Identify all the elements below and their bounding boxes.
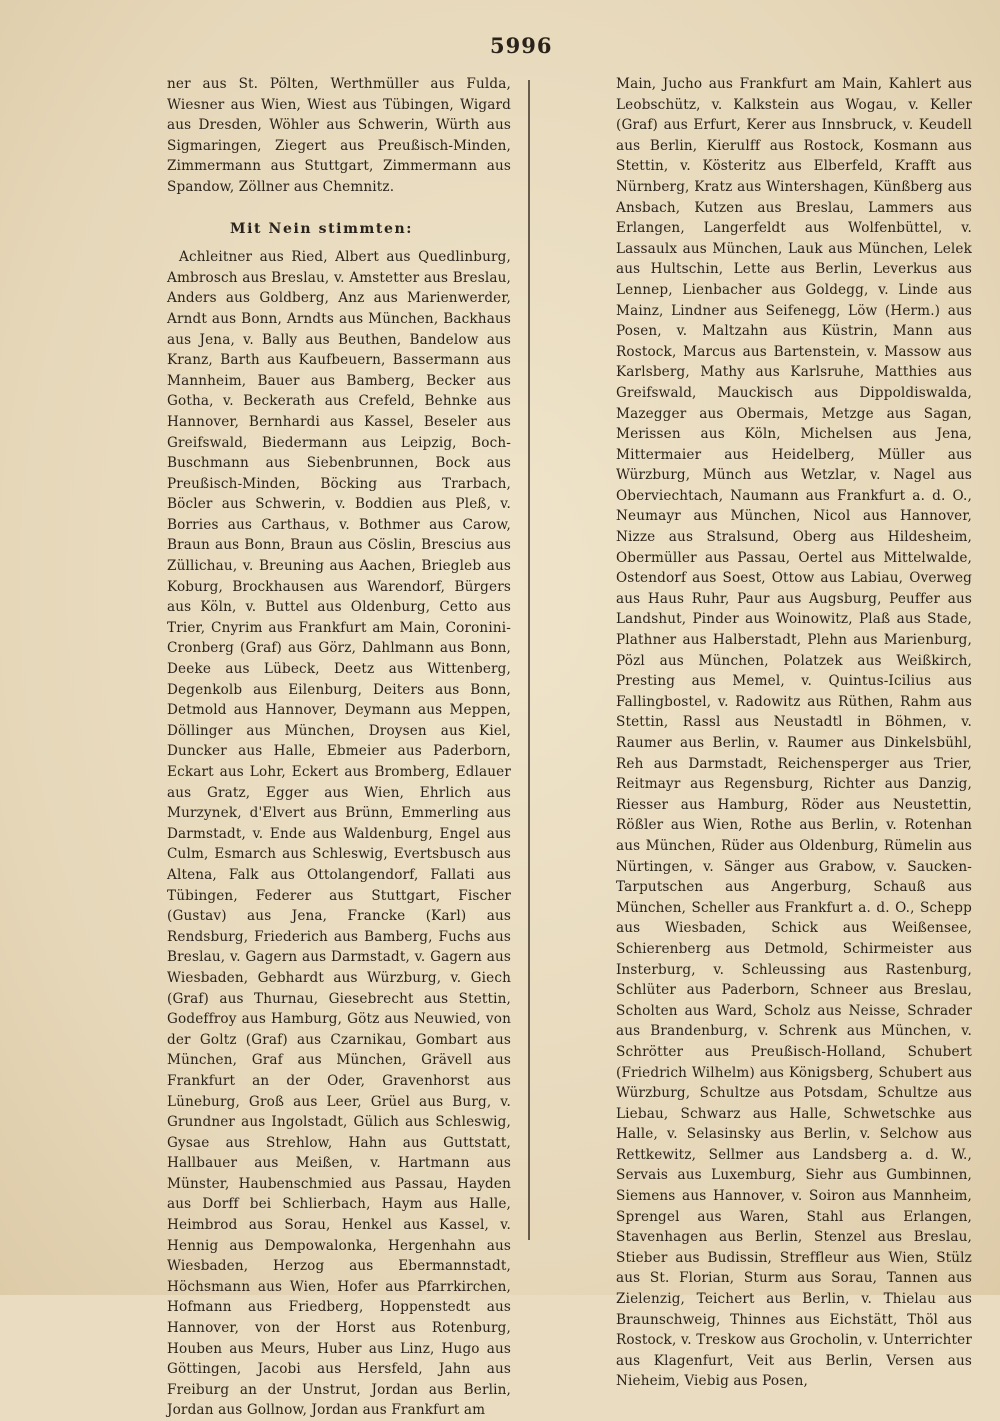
section-heading-nein: Mit Nein stimmten: — [230, 220, 414, 237]
left-column-intro-paragraph: ner aus St. Pölten, Werthmüller aus Fulda, Wiesner aus Wien, Wiest aus Tübingen, Wigard aus Dresden, Wöhler aus Schwerin, Würth aus Sigmaringen, Ziegert aus Preußisch-Minden, Zimmermann aus Stuttgart, Zimmermann aus Spandow, Zöllner aus Chemnitz. — [167, 76, 511, 195]
left-column — [167, 74, 511, 1421]
column-divider — [528, 80, 530, 1240]
right-column — [616, 74, 972, 1392]
right-column-paragraph: Main, Jucho aus Frankfurt am Main, Kahlert aus Leobschütz, v. Kalkstein aus Wogau, v. Keller (Graf) aus Erfurt, Kerer aus Innsbruck, v. Keudell aus Berlin, Kierulff aus Rostock, Kosmann aus Stettin, v. Kösteritz aus Elberfeld, Krafft aus Nürnberg, Kratz aus Wintershagen, Künßberg aus Ansbach, Kutzen aus Breslau, Lammers aus Erlangen, Langerfeldt aus Wolfenbüttel, v. Lassaulx aus München, Lauk aus München, Lelek aus Hultschin, Lette aus Berlin, Leverkus aus Lennep, Lienbacher aus Goldegg, v. Linde aus Mainz, Lindner aus Seifenegg, Löw (Herm.) aus Posen, v. Maltzahn aus Küstrin, Mann aus Rostock, Marcus aus Bartenstein, v. Massow aus Karlsberg, Mathy aus Karlsruhe, Matthies aus Greifswald, Mauckisch aus Dippoldiswalda, Mazegger aus Obermais, Metzge aus Sagan, Merissen aus Köln, Michelsen aus Jena, Mittermaier aus Heidelberg, Müller aus Würzburg, Münch aus Wetzlar, v. Nagel aus Oberviechtach, Naumann aus Frankfurt a. d. O., Neumayr aus München, Nicol aus Hannover, Nizze aus Stralsund, Oberg aus Hildesheim, Obermüller aus Passau, Oertel aus Mittelwalde, Ostendorf aus Soest, Ottow aus Labiau, Overweg aus Haus Ruhr, Paur aus Augsburg, Peuffer aus Landshut, Pinder aus Woinowitz, Plaß aus Stade, Plathner aus Halberstadt, Plehn aus Marienburg, Pözl aus München, Polatzek aus Weißkirch, Presting aus Memel, v. Quintus-Icilius aus Fallingbostel, v. Radowitz aus Rüthen, Rahm aus Stettin, Rassl aus Neustadtl in Böhmen, v. Raumer aus Berlin, v. Raumer aus Dinkelsbühl, Reh aus Darmstadt, Reichensperger aus Trier, Reitmayr aus Regensburg, Richter aus Danzig, Riesser aus Hamburg, Röder aus Neustettin, Rößler aus Wien, Rothe aus Berlin, v. Rotenhan aus München, Rüder aus Oldenburg, Rümelin aus Nürtingen, v. Sänger aus Grabow, v. Saucken-Tarputschen aus Angerburg, Schauß aus München, Scheller aus Frankfurt a. d. O., Schepp aus Wiesbaden, Schick aus Weißensee, Schierenberg aus Detmold, Schirmeister aus Insterburg, v. Schleussing aus Rastenburg, Schlüter aus Paderborn, Schneer aus Breslau, Scholten aus Ward, Scholz aus Neisse, Schrader aus Brandenburg, v. Schrenk aus München, v. Schrötter aus Preußisch-Holland, Schubert (Friedrich Wilhelm) aus Königsberg, Schubert aus Würzburg, Schultze aus Potsdam, Schultze aus Liebau, Schwarz aus Halle, Schwetschke aus Halle, v. Selasinsky aus Berlin, v. Selchow aus Rettkewitz, Sellmer aus Landsberg a. d. W., Servais aus Luxemburg, Siehr aus Gumbinnen, Siemens aus Hannover, v. Soiron aus Mannheim, Sprengel aus Waren, Stahl aus Erlangen, Stavenhagen aus Berlin, Stenzel aus Breslau, Stieber aus Budissin, Streffleur aus Wien, Stülz aus St. Florian, Sturm aus Sorau, Tannen aus Zielenzig, Teichert aus Berlin, v. Thielau aus Braunschweig, Thinnes aus Eichstätt, Thöl aus Rostock, v. Treskow aus Grocholin, v. Unterrichter aus Klagenfurt, Veit aus Berlin, Versen aus Nieheim, Viebig aus Posen, — [616, 76, 972, 1390]
nein-voters-paragraph: Achleitner aus Ried, Albert aus Quedlinburg, Ambrosch aus Breslau, v. Amstetter aus Breslau, Anders aus Goldberg, Anz aus Marienwerder, Arndt aus Bonn, Arndts aus München, Backhaus aus Jena, v. Bally aus Beuthen, Bandelow aus Kranz, Barth aus Kaufbeuern, Bassermann aus Mannheim, Bauer aus Bamberg, Becker aus Gotha, v. Beckerath aus Crefeld, Behnke aus Hannover, Bernhardi aus Kassel, Beseler aus Greifswald, Biedermann aus Leipzig, Boch-Buschmann aus Siebenbrunnen, Bock aus Preußisch-Minden, Böcking aus Trarbach, Böcler aus Schwerin, v. Boddien aus Pleß, v. Borries aus Carthaus, v. Bothmer aus Carow, Braun aus Bonn, Braun aus Cöslin, Brescius aus Züllichau, v. Breuning aus Aachen, Briegleb aus Koburg, Brockhausen aus Warendorf, Bürgers aus Köln, v. Buttel aus Oldenburg, Cetto aus Trier, Cnyrim aus Frankfurt am Main, Coronini-Cronberg (Graf) aus Görz, Dahlmann aus Bonn, Deeke aus Lübeck, Deetz aus Wittenberg, Degenkolb aus Eilenburg, Deiters aus Bonn, Detmold aus Hannover, Deymann aus Meppen, Döllinger aus München, Droysen aus Kiel, Duncker aus Halle, Ebmeier aus Paderborn, Eckart aus Lohr, Eckert aus Bromberg, Edlauer aus Gratz, Egger aus Wien, Ehrlich aus Murzynek, d'Elvert aus Brünn, Emmerling aus Darmstadt, v. Ende aus Waldenburg, Engel aus Culm, Esmarch aus Schleswig, Evertsbusch aus Altena, Falk aus Ottolangendorf, Fallati aus Tübingen, Federer aus Stuttgart, Fischer (Gustav) aus Jena, Francke (Karl) aus Rendsburg, Friederich aus Bamberg, Fuchs aus Breslau, v. Gagern aus Darmstadt, v. Gagern aus Wiesbaden, Gebhardt aus Würzburg, v. Giech (Graf) aus Thurnau, Giesebrecht aus Stettin, Godeffroy aus Hamburg, Götz aus Neuwied, von der Goltz (Graf) aus Czarnikau, Gombart aus München, Graf aus München, Grävell aus Frankfurt an der Oder, Gravenhorst aus Lüneburg, Groß aus Leer, Grüel aus Burg, v. Grundner aus Ingolstadt, Gülich aus Schleswig, Gysae aus Strehlow, Hahn aus Guttstatt, Hallbauer aus Meißen, v. Hartmann aus Münster, Haubenschmied aus Passau, Hayden aus Dorff bei Schlierbach, Haym aus Halle, Heimbrod aus Sorau, Henkel aus Kassel, v. Hennig aus Dempowalonka, Hergenhahn aus Wiesbaden, Herzog aus Ebermannstadt, Höchsmann aus Wien, Hofer aus Pfarrkirchen, Hofmann aus Friedberg, Hoppenstedt aus Hannover, von der Horst aus Rotenburg, Houben aus Meurs, Huber aus Linz, Hugo aus Göttingen, Jacobi aus Hersfeld, Jahn aus Freiburg an der Unstrut, Jordan aus Berlin, Jordan aus Gollnow, Jordan aus Frankfurt am — [167, 249, 511, 1419]
page-number: 5996 — [490, 33, 553, 58]
